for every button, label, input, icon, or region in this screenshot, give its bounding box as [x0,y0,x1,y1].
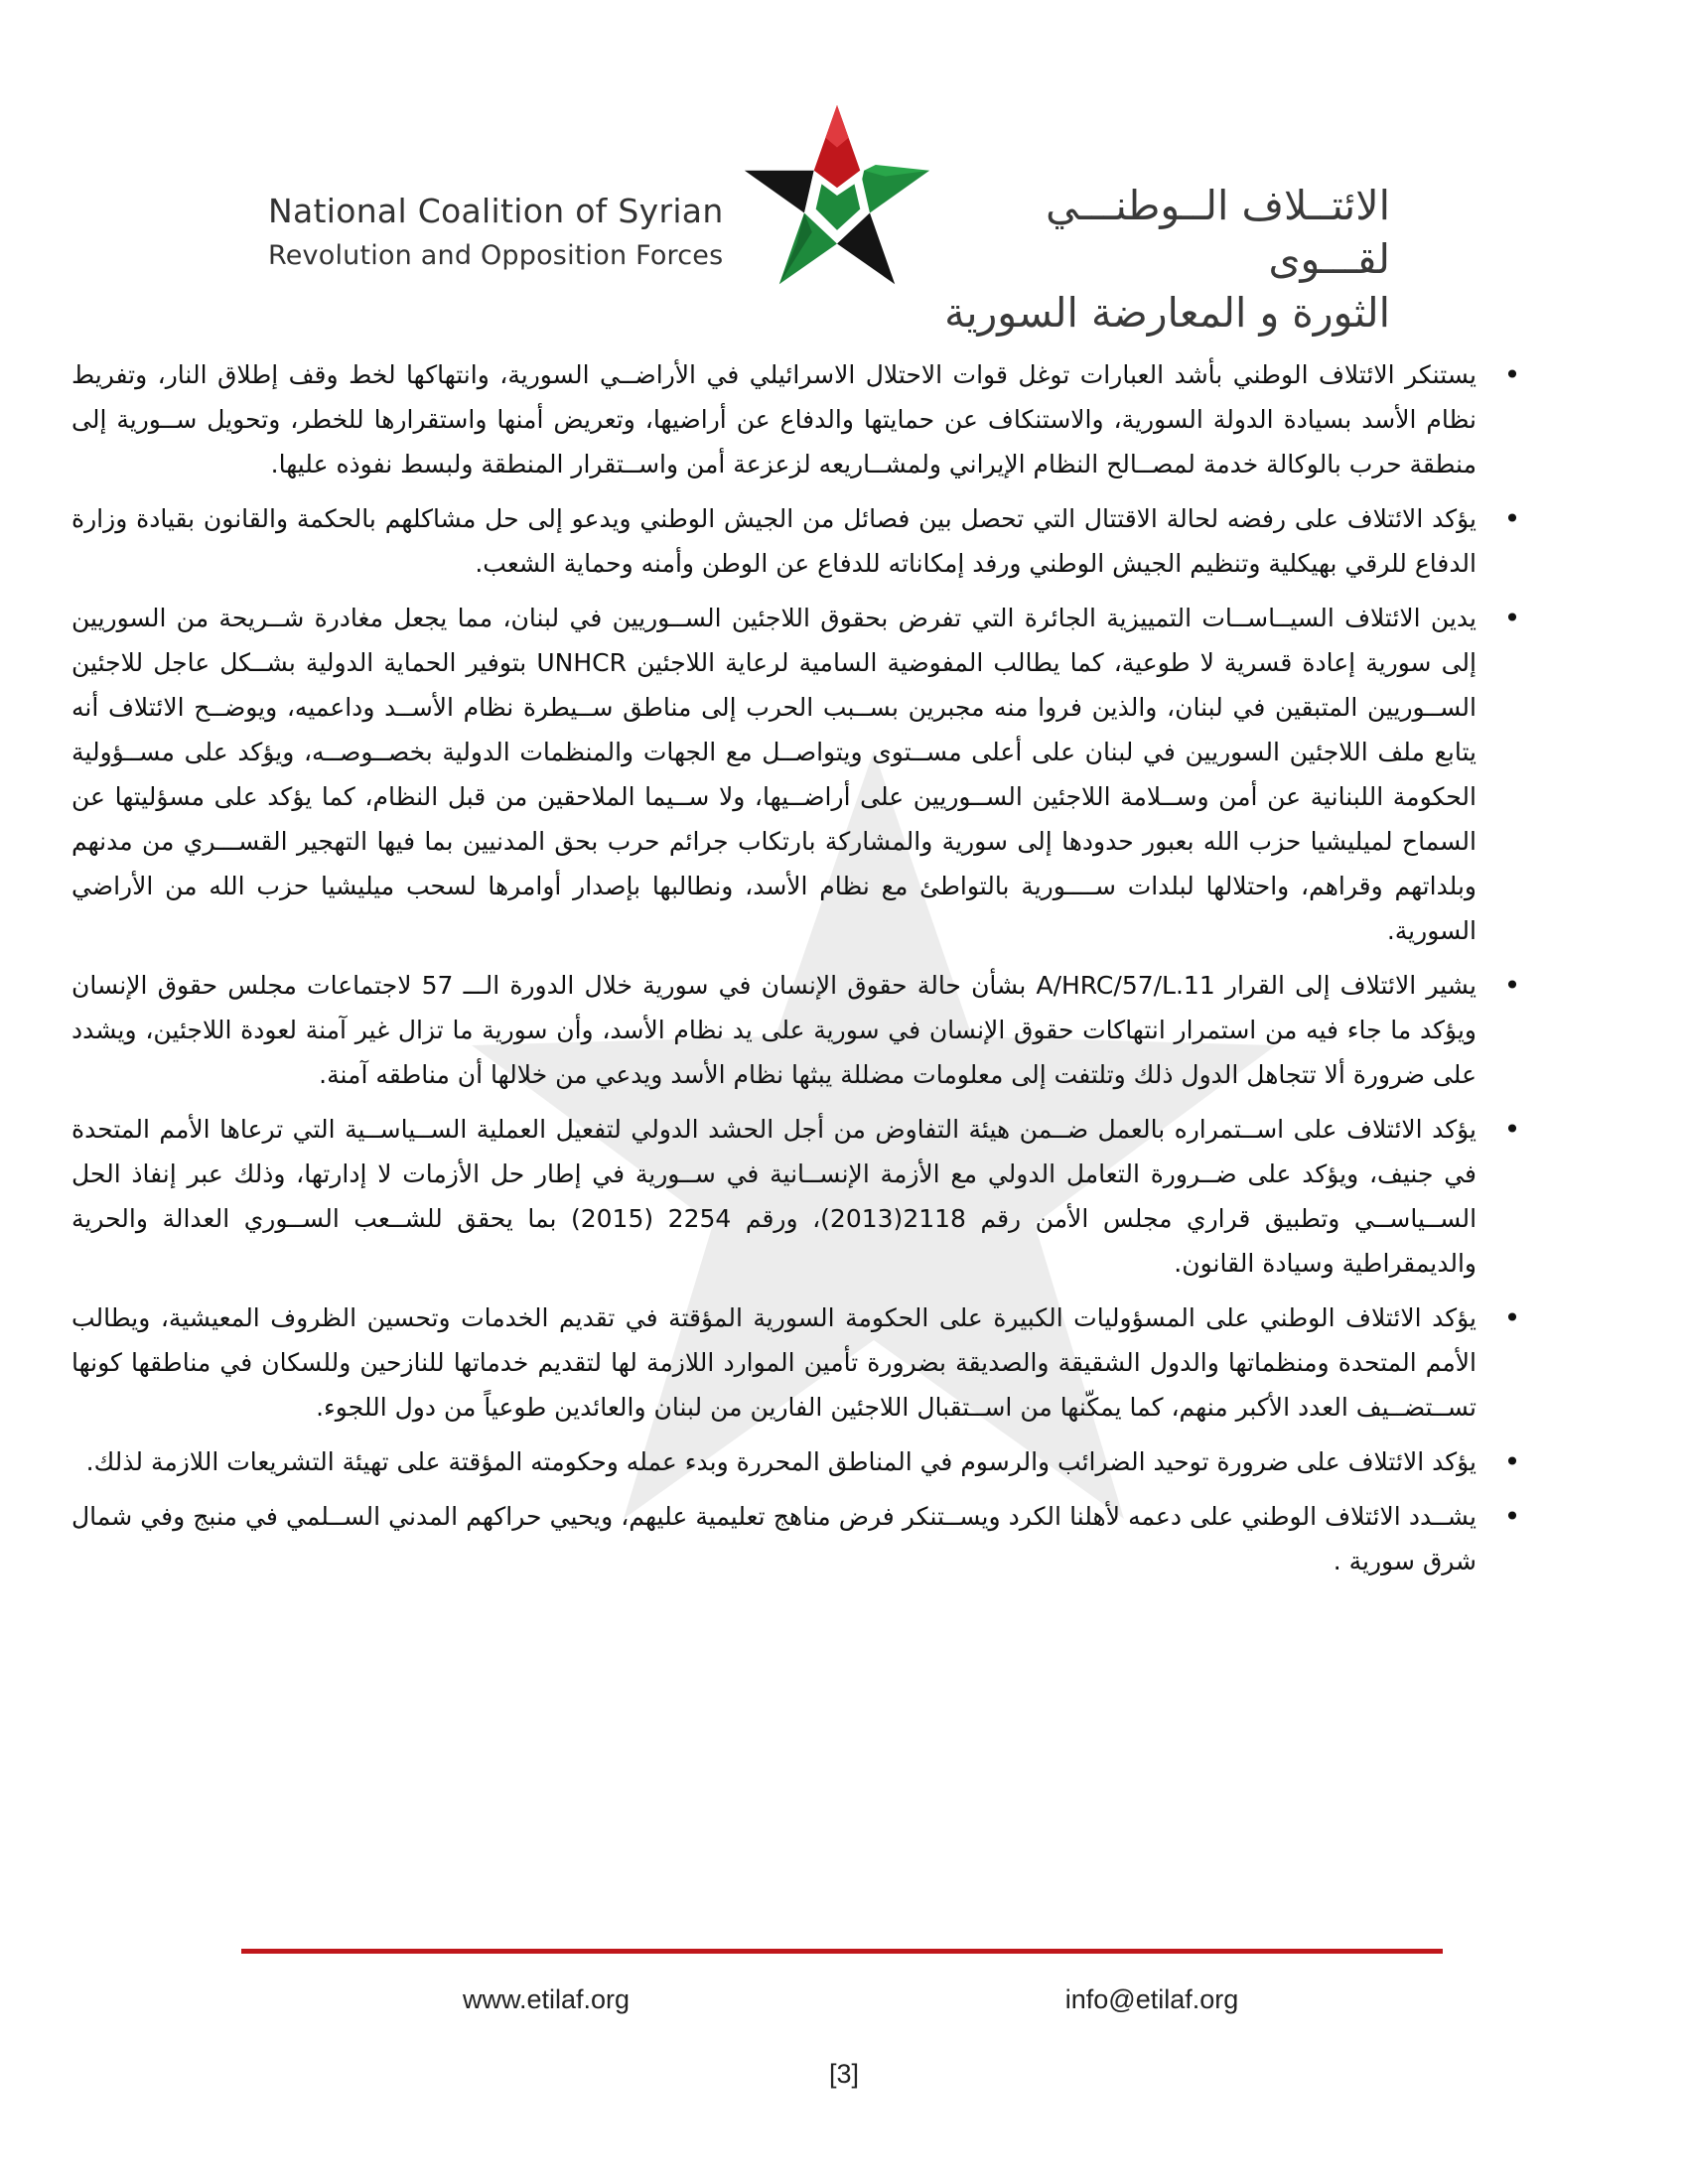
statement-text: يؤكد الائتلاف الوطني على المسؤوليات الكبيرة على الحكومة السورية المؤقتة في تقديم الخدمات وتحسين الظروف المعيشية، ويطالب الأمم المتحدة ومنظماتها والدول الشقيقة والصديقة بضرورة تأمين الموارد اللازمة لها لتقديم خدماتها للنازحين وللسكان في مناطقها كونها تســتضــيف العدد الأكبر منهم، كما يمكّنها من اســتقبال اللاجئين الفارين من لبنان والعائدين طوعياً من دول اللجوء. [71,1303,1477,1422]
bullet-icon: • [1503,1301,1521,1334]
statement-body [71,352,1526,1593]
document-header [0,0,1688,337]
statement-item-2 [71,496,1526,586]
star-logo-icon [741,99,933,292]
statement-text: يشــدد الائتلاف الوطني على دعمه لأهلنا الكرد ويســتنكر فرض مناهج تعليمية عليهم، ويحيي حراكهم المدني الســلمي في منبج وفي شمال شرق سورية . [71,1502,1477,1575]
org-name-ar-line2: الثورة و المعارضة السورية [944,289,1390,337]
org-name-ar-line1: الائتــلاف الــوطنـــي لقـــوى [1046,182,1390,283]
org-name-en-line2: Revolution and Opposition Forces [268,240,724,271]
statement-item-7 [71,1439,1526,1484]
page-number: [3] [828,2059,860,2089]
bullet-icon: • [1503,602,1521,634]
bullet-icon: • [1503,1500,1521,1533]
statement-item-3 [71,596,1526,953]
statement-text: يؤكد الائتلاف على ضرورة توحيد الضرائب والرسوم في المناطق المحررة وبدء عمله وحكومته المؤقتة على تهيئة التشريعات اللازمة لذلك. [85,1447,1477,1476]
bullet-icon: • [1503,502,1521,535]
bullet-icon: • [1503,1445,1521,1478]
statement-item-6 [71,1296,1526,1430]
statement-item-1 [71,352,1526,486]
statement-list [71,352,1526,1583]
statement-text: يشير الائتلاف إلى القرار A/HRC/57/L.11 بشأن حالة حقوق الإنسان في سورية خلال الدورة الـــ 57 لاجتماعات مجلس حقوق الإنسان ويؤكد ما جاء فيه من استمرار انتهاكات حقوق الإنسان في سورية على يد نظام الأسد، وأن سورية ما تزال غير آمنة لعودة اللاجئين، ويشدد على ضرورة ألا تتجاهل الدول ذلك وتلتفت إلى معلومات مضللة يبثها نظام الأسد ويدعي من خلالها أن مناطقه آمنة. [71,971,1477,1089]
statement-text: يؤكد الائتلاف على رفضه لحالة الاقتتال التي تحصل بين فصائل من الجيش الوطني ويدعو إلى حل مشاكلهم بالحكمة والقانون بقيادة وزارة الدفاع للرقي بهيكلية وتنظيم الجيش الوطني ورفد إمكاناته للدفاع عن الوطن وأمنه وحماية الشعب. [71,504,1477,578]
org-name-arabic [923,179,1390,340]
statement-item-8 [71,1494,1526,1583]
bullet-icon: • [1503,1113,1521,1146]
org-name-en-line1: National Coalition of Syrian [268,192,724,230]
statement-item-4 [71,963,1526,1097]
footer-divider [241,1949,1443,1954]
statement-text: يدين الائتلاف السيــاســات التمييزية الجائرة التي تفرض بحقوق اللاجئين الســوريين في لبنان، مما يجعل مغادرة شــريحة من السوريين إلى سورية إعادة قسرية لا طوعية، كما يطالب المفوضية السامية لرعاية اللاجئين UNHCR بتوفير الحماية الدولية بشــكل عاجل للاجئين الســوريين المتبقين في لبنان، والذين فروا منه مجبرين بســبب الحرب إلى مناطق ســيطرة نظام الأســد وداعميه، ويوضــح الائتلاف أنه يتابع ملف اللاجئين السوريين في لبنان على أعلى مســتوى ويتواصــل مع الجهات والمنظمات الدولية بخصــوصــه، ويؤكد على مســؤولية الحكومة اللبنانية عن أمن وســلامة اللاجئين الســوريين على أراضــيها، ولا ســيما الملاحقين من قبل النظام، كما يؤكد على مسؤليتها عن السماح لميليشيا حزب الله بعبور حدودها إلى سورية والمشاركة بارتكاب جرائم حرب بحق المدنيين بما فيها التهجير القســـري من مدنهم وبلداتهم وقراهم، واحتلالها لبلدات ســــورية بالتواطئ مع نظام الأسد، ونطالبها بإصدار أوامرها لسحب ميليشيا حزب الله من الأراضي السورية. [71,604,1477,945]
website-link[interactable]: www.etilaf.org [462,1984,631,2014]
bullet-icon: • [1503,358,1521,391]
statement-text: يستنكر الائتلاف الوطني بأشد العبارات توغل قوات الاحتلال الاسرائيلي في الأراضــي السورية، وانتهاكها لخط وقف إطلاق النار، وتفريط نظام الأسد بسيادة الدولة السورية، والاستنكاف عن حمايتها والدفاع عن أراضيها، وتعريض أمنها واستقرارها للخطر، وتحويل ســورية إلى منطقة حرب بالوكالة خدمة لمصــالح النظام الإيراني ولمشــاريعه لزعزعة أمن واســتقرار المنطقة ولبسط نفوذه عليها. [71,360,1477,478]
email-link[interactable]: info@etilaf.org [1064,1984,1239,2014]
bullet-icon: • [1503,969,1521,1002]
org-name-english [268,189,735,278]
statement-text: يؤكد الائتلاف على اســتمراره بالعمل ضــمن هيئة التفاوض من أجل الحشد الدولي لتفعيل العملية الســياســية التي ترعاها الأمم المتحدة في جنيف، ويؤكد على ضــرورة التعامل الدولي مع الأزمة الإنســانية في ســورية في إطار حل الأزمات لا إدارتها، وذلك عبر إنفاذ الحل الســياســي وتطبيق قراري مجلس الأمن رقم 2118(2013)، ورقم 2254 (2015) بما يحقق للشــعب الســوري العدالة والحرية والديمقراطية وسيادة القانون. [71,1115,1477,1278]
statement-item-5 [71,1107,1526,1286]
